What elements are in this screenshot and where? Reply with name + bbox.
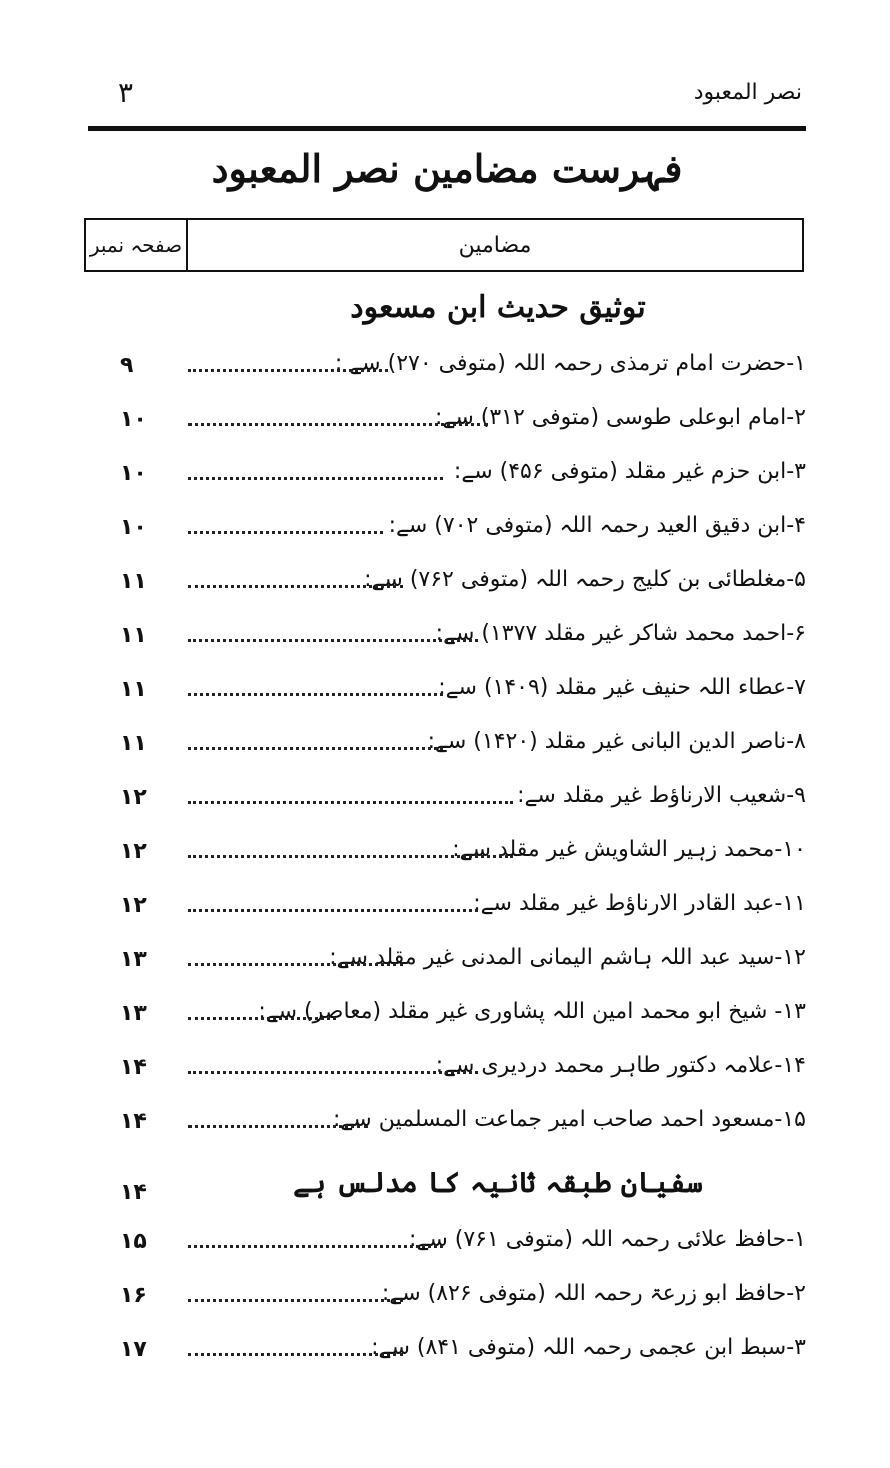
toc-entry-text: ۱۳- شیخ ابو محمد امین اللہ پشاوری غیر مقلد (معاصر) سے:	[258, 999, 806, 1024]
toc-entry[interactable]	[88, 343, 806, 397]
toc-entry-text: ۳-سبط ابن عجمی رحمہ اللہ (متوفی ۸۴۱) سے:	[371, 1335, 806, 1360]
toc-entry-page: ۹	[120, 353, 134, 378]
page-title: فہرست مضامین نصر المعبود	[211, 146, 683, 191]
toc-entry[interactable]	[88, 991, 806, 1045]
column-header-box	[84, 218, 804, 272]
toc-entry[interactable]	[88, 667, 806, 721]
toc-entry[interactable]	[88, 613, 806, 667]
leader-dots	[188, 581, 403, 588]
leader-dots	[188, 1241, 443, 1248]
toc-entry[interactable]	[88, 1099, 806, 1153]
toc-entry-page: ۱۱	[120, 731, 147, 756]
toc-entry-page: ۱۰	[120, 407, 147, 432]
toc-entry-page: ۱۱	[120, 677, 147, 702]
toc-entry-text: ۱۵-مسعود احمد صاحب امیر جماعت المسلمین سے:	[333, 1107, 806, 1132]
section-title-1: توثیق حدیث ابن مسعود	[350, 290, 646, 325]
page-number: ۳	[118, 76, 134, 109]
leader-dots	[188, 689, 443, 696]
toc-entry-text: ۱-حضرت امام ترمذی رحمہ اللہ (متوفی ۲۷۰) سے :	[334, 351, 806, 376]
toc-entry-text: ۱۲-سید عبد اللہ ہاشم الیمانی المدنی غیر مقلد سے:	[329, 945, 806, 970]
column-page-number: صفحہ نمبر	[89, 233, 183, 257]
toc-entry-text: ۸-ناصر الدین البانی غیر مقلد (۱۴۲۰) سے:	[427, 729, 806, 754]
toc-entry-page: ۱۳	[120, 1001, 147, 1026]
toc-entry-text: ۱۰-محمد زہیر الشاویش غیر مقلد سے:	[452, 837, 806, 862]
toc-entry-page: ۱۶	[120, 1283, 147, 1308]
toc-entry-text: ۱۴-علامہ دکتور طاہر محمد دردیری سے:	[435, 1053, 806, 1078]
toc-entry[interactable]	[88, 721, 806, 775]
toc-entry[interactable]	[88, 775, 806, 829]
leader-dots	[188, 635, 478, 642]
toc-entry-text: ۱۱-عبد القادر الارناؤط غیر مقلد سے:	[473, 891, 806, 916]
toc-entry-page: ۱۴	[120, 1109, 147, 1134]
toc-entry-text: ۹-شعیب الارناؤط غیر مقلد سے:	[517, 783, 806, 808]
toc-entry-text: ۴-ابن دقیق العید رحمہ اللہ (متوفی ۷۰۲) سے:	[388, 513, 806, 538]
leader-dots	[188, 1067, 478, 1074]
toc-entry[interactable]	[88, 559, 806, 613]
toc-entry[interactable]	[88, 883, 806, 937]
toc-entry[interactable]	[88, 829, 806, 883]
leader-dots	[188, 1121, 368, 1128]
toc-entry-page: ۱۳	[120, 947, 147, 972]
leader-dots	[188, 527, 383, 534]
leader-dots	[188, 797, 513, 804]
toc-entry-text: ۳-ابن حزم غیر مقلد (متوفی ۴۵۶) سے:	[453, 459, 806, 484]
toc-entry[interactable]	[88, 937, 806, 991]
header-rule	[88, 126, 806, 131]
toc-entry-text: ۱-حافظ علائی رحمہ اللہ (متوفی ۷۶۱) سے:	[409, 1227, 806, 1252]
toc-entry-page: ۱۱	[120, 623, 147, 648]
toc-entry-page: ۱۱	[120, 569, 147, 594]
running-book-title: نصر المعبود	[693, 80, 802, 105]
leader-dots	[188, 959, 403, 966]
toc-entry[interactable]	[88, 1273, 806, 1327]
toc-entry-text: ۲-حافظ ابو زرعۃ رحمہ اللہ (متوفی ۸۲۶) سے:	[381, 1281, 806, 1306]
leader-dots	[188, 419, 488, 426]
leader-dots	[188, 473, 443, 480]
column-subjects: مضامین	[458, 232, 532, 258]
toc-entry-text: ۷-عطاء اللہ حنیف غیر مقلد (۱۴۰۹) سے:	[438, 675, 806, 700]
toc-entry-page: ۱۰	[120, 461, 147, 486]
section-title-2: سفیان طبقہ ثانیہ کا مدلس ہے	[293, 1166, 703, 1199]
leader-dots	[188, 1349, 403, 1356]
toc-entry-page: ۱۵	[120, 1229, 147, 1254]
leader-dots	[188, 1013, 336, 1020]
leader-dots	[188, 851, 513, 858]
toc-entry[interactable]	[88, 1045, 806, 1099]
toc-entry-page: ۱۴	[120, 1055, 147, 1080]
toc-entry-page: ۱۲	[120, 785, 147, 810]
leader-dots	[188, 1295, 403, 1302]
toc-entry-page: ۱۷	[120, 1337, 147, 1362]
toc-entry-page: ۱۲	[120, 839, 147, 864]
toc-entry[interactable]	[88, 505, 806, 559]
toc-entry-text: ۶-احمد محمد شاکر غیر مقلد ۱۳۷۷) سے:	[435, 621, 806, 646]
leader-dots	[188, 365, 388, 372]
toc-entry-text: ۲-امام ابوعلی طوسی (متوفی ۳۱۲) سے:	[435, 405, 806, 430]
toc-entry-page: ۱۲	[120, 893, 147, 918]
toc-entry[interactable]	[88, 397, 806, 451]
toc-entry-page: ۱۰	[120, 515, 147, 540]
section-2-page: ۱۴	[120, 1180, 147, 1205]
toc-entry[interactable]	[88, 1219, 806, 1273]
toc-entry[interactable]	[88, 451, 806, 505]
leader-dots	[188, 905, 478, 912]
toc-entry[interactable]	[88, 1327, 806, 1381]
leader-dots	[188, 743, 443, 750]
toc-entry-text: ۵-مغلطائی بن کلیج رحمہ اللہ (متوفی ۷۶۲) سے:	[364, 567, 806, 592]
